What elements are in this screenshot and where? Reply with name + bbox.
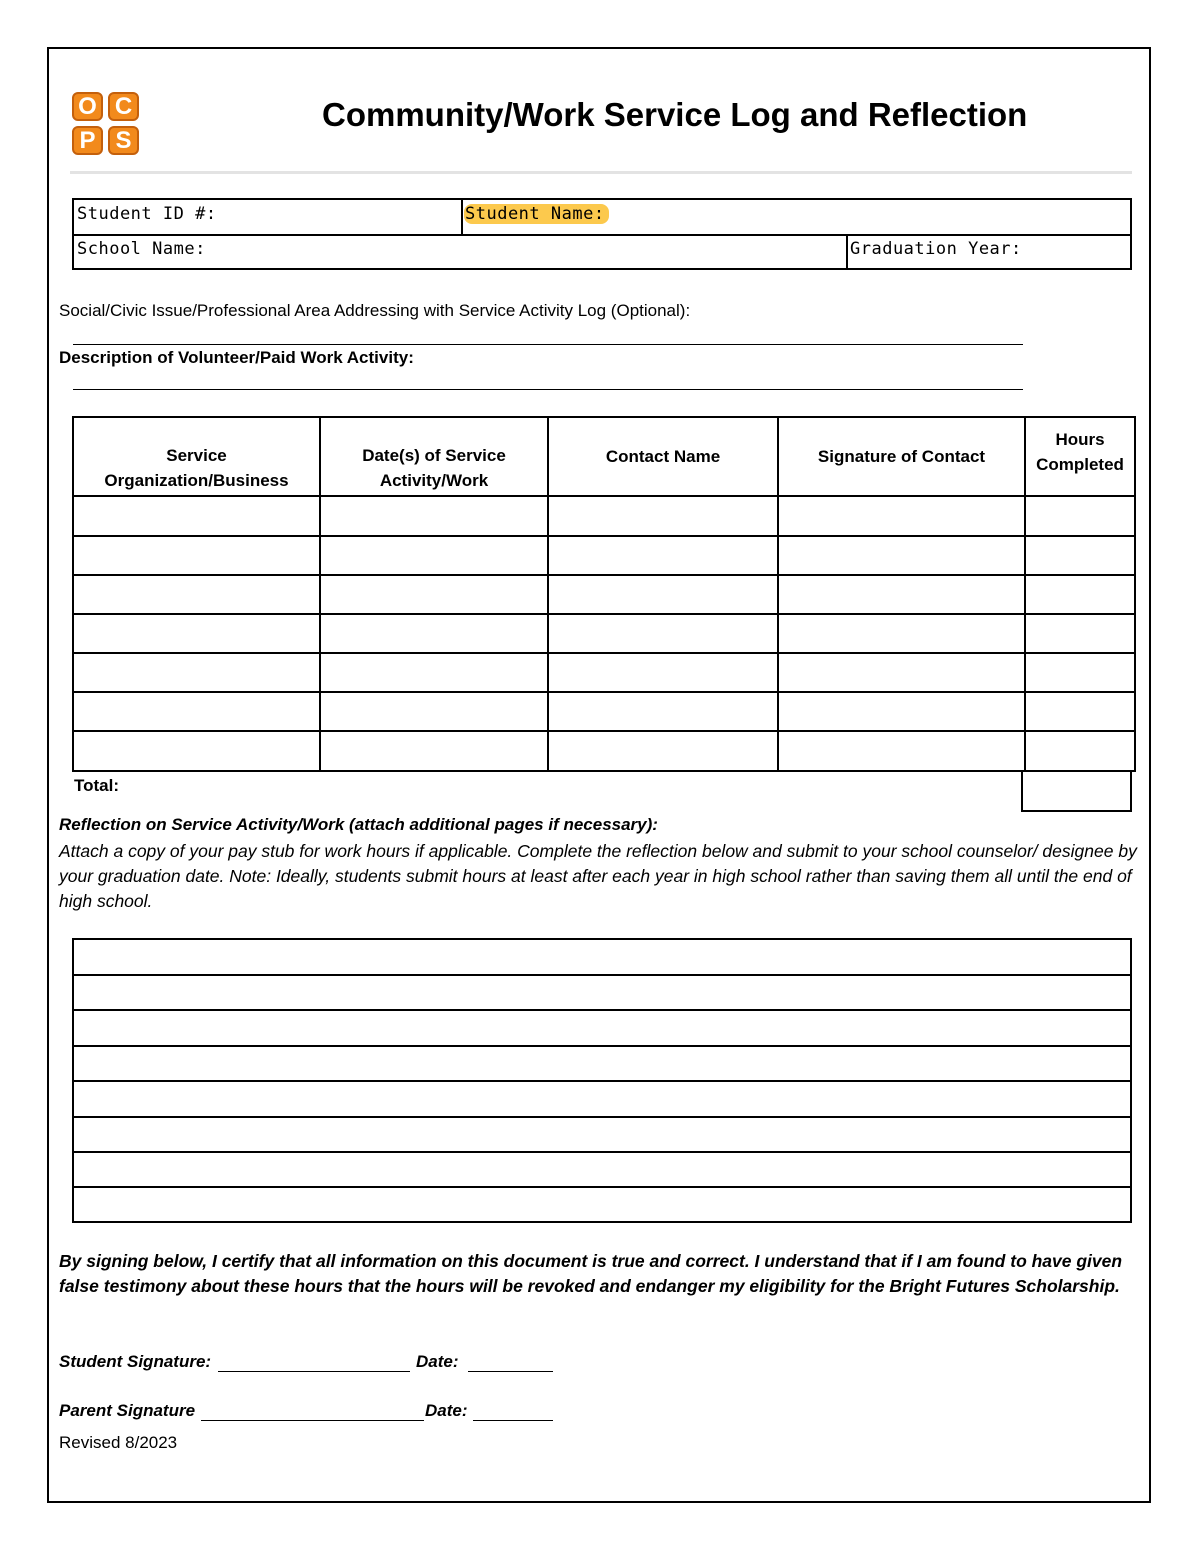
table-cell[interactable] bbox=[320, 692, 548, 731]
certification-statement: By signing below, I certify that all information on this document is true and correct. I understand that if I am found to have given false testimony about these hours that the hours will be revoked and endanger my eligibility for the Bright Futures Scholarship. bbox=[59, 1251, 1123, 1296]
table-cell[interactable] bbox=[320, 653, 548, 692]
table-cell[interactable] bbox=[778, 536, 1025, 575]
table-cell[interactable] bbox=[320, 496, 548, 536]
reflection-heading: Reflection on Service Activity/Work (attach additional pages if necessary): bbox=[59, 815, 658, 834]
table-cell[interactable] bbox=[1025, 536, 1135, 575]
social-issue-label: Social/Civic Issue/Professional Area Addressing with Service Activity Log (Optional): bbox=[59, 301, 691, 320]
table-cell[interactable] bbox=[73, 496, 320, 536]
table-row bbox=[73, 692, 1135, 731]
table-cell[interactable] bbox=[73, 575, 320, 614]
table-cell[interactable] bbox=[73, 692, 320, 731]
student-id-label: Student ID #: bbox=[77, 204, 217, 224]
table-cell[interactable] bbox=[778, 496, 1025, 536]
student-name-field[interactable] bbox=[464, 204, 609, 224]
graduation-year-label: Graduation Year: bbox=[850, 239, 1022, 259]
parent-date-label: Date: bbox=[425, 1401, 468, 1420]
header-organization: Service Organization/Business bbox=[73, 417, 320, 496]
table-cell[interactable] bbox=[73, 731, 320, 771]
table-row bbox=[73, 536, 1135, 575]
table-cell[interactable] bbox=[320, 614, 548, 653]
table-cell[interactable] bbox=[548, 692, 778, 731]
service-log-table bbox=[72, 416, 1136, 772]
table-cell[interactable] bbox=[1025, 496, 1135, 536]
table-row bbox=[73, 496, 1135, 536]
table-row bbox=[73, 653, 1135, 692]
table-cell[interactable] bbox=[1025, 614, 1135, 653]
reflection-lines-box[interactable] bbox=[72, 938, 1132, 1223]
table-cell[interactable] bbox=[548, 575, 778, 614]
page-title: Community/Work Service Log and Reflection bbox=[322, 96, 1028, 133]
table-row bbox=[73, 731, 1135, 771]
total-hours-box[interactable] bbox=[1021, 771, 1132, 812]
table-cell[interactable] bbox=[73, 536, 320, 575]
reflection-instructions: Attach a copy of your pay stub for work hours if applicable. Complete the reflection below and submit to your school counselor/ designee by your graduation date. Note: Ideally, students submit hours at least after each year in high school rather than saving them all until the end of high school. bbox=[59, 841, 1137, 911]
student-date-label: Date: bbox=[416, 1352, 459, 1371]
table-cell[interactable] bbox=[320, 536, 548, 575]
table-cell[interactable] bbox=[73, 653, 320, 692]
description-line[interactable] bbox=[73, 389, 1023, 390]
description-label: Description of Volunteer/Paid Work Activity: bbox=[59, 348, 414, 367]
table-cell[interactable] bbox=[320, 575, 548, 614]
table-cell[interactable] bbox=[1025, 575, 1135, 614]
table-cell[interactable] bbox=[320, 731, 548, 771]
table-cell[interactable] bbox=[548, 731, 778, 771]
table-cell[interactable] bbox=[73, 614, 320, 653]
table-row bbox=[73, 614, 1135, 653]
student-name-label: Student Name: bbox=[464, 204, 609, 224]
table-cell[interactable] bbox=[778, 653, 1025, 692]
table-cell[interactable] bbox=[778, 692, 1025, 731]
parent-signature-line[interactable] bbox=[201, 1420, 424, 1421]
social-issue-line[interactable] bbox=[73, 344, 1023, 345]
table-cell[interactable] bbox=[548, 496, 778, 536]
student-signature-label: Student Signature: bbox=[59, 1352, 212, 1371]
parent-date-line[interactable] bbox=[473, 1420, 553, 1421]
graduation-year-field[interactable] bbox=[850, 239, 1022, 259]
header-contact-name: Contact Name bbox=[548, 417, 778, 496]
table-cell[interactable] bbox=[548, 536, 778, 575]
header-signature: Signature of Contact bbox=[778, 417, 1025, 496]
student-date-line[interactable] bbox=[468, 1371, 553, 1372]
table-header-row bbox=[73, 417, 1135, 496]
table-cell[interactable] bbox=[1025, 731, 1135, 771]
table-row bbox=[73, 575, 1135, 614]
table-cell[interactable] bbox=[778, 575, 1025, 614]
header-hours: Hours Completed bbox=[1025, 417, 1135, 496]
school-name-label: School Name: bbox=[77, 239, 206, 259]
student-signature-line[interactable] bbox=[218, 1371, 410, 1372]
table-cell[interactable] bbox=[548, 614, 778, 653]
logo-letter-p: P bbox=[72, 126, 103, 155]
table-cell[interactable] bbox=[1025, 653, 1135, 692]
ocps-logo bbox=[72, 92, 142, 158]
logo-letter-s: S bbox=[108, 126, 139, 155]
parent-signature-label: Parent Signature bbox=[59, 1401, 196, 1420]
school-name-field[interactable] bbox=[77, 239, 206, 259]
student-info-box bbox=[72, 198, 1132, 270]
table-cell[interactable] bbox=[548, 653, 778, 692]
table-cell[interactable] bbox=[778, 614, 1025, 653]
total-label: Total: bbox=[74, 776, 120, 795]
student-id-field[interactable] bbox=[77, 204, 217, 224]
table-cell[interactable] bbox=[1025, 692, 1135, 731]
revised-date: Revised 8/2023 bbox=[59, 1433, 178, 1452]
table-cell[interactable] bbox=[778, 731, 1025, 771]
logo-letter-o: O bbox=[72, 92, 103, 121]
logo-letter-c: C bbox=[108, 92, 139, 121]
header-dates: Date(s) of Service Activity/Work bbox=[320, 417, 548, 496]
title-divider bbox=[70, 171, 1132, 174]
